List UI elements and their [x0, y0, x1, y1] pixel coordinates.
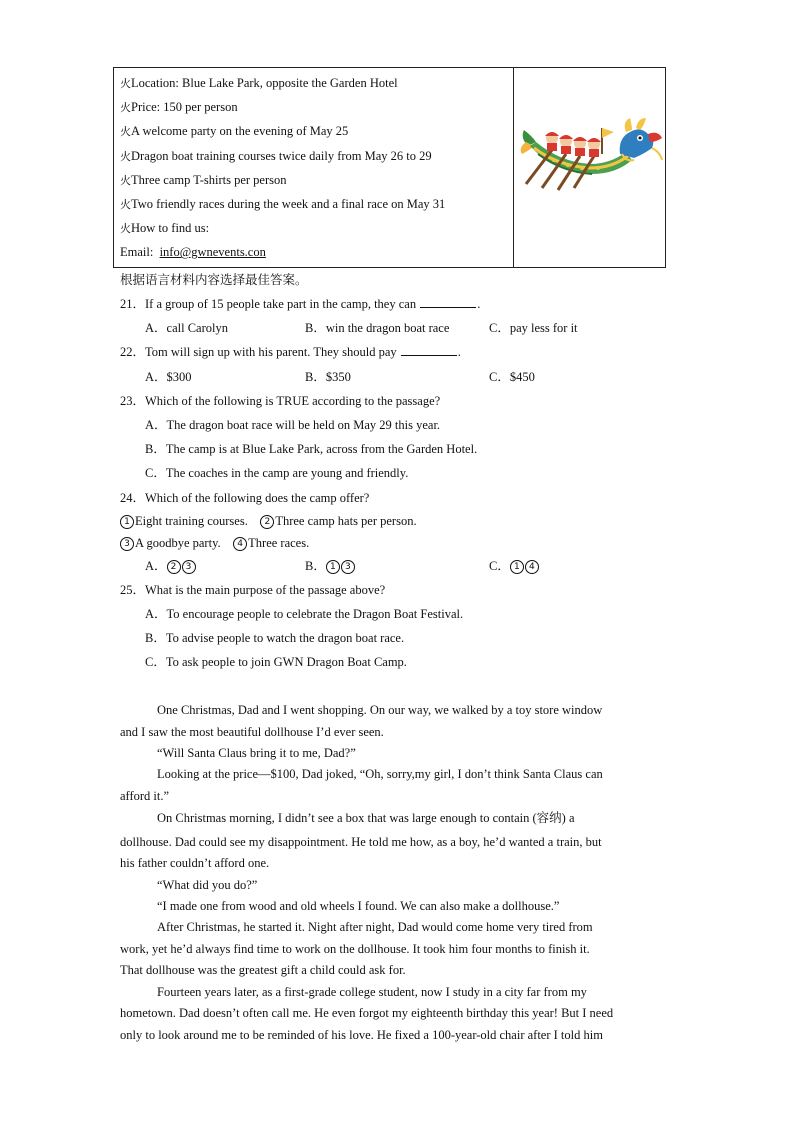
fire-bullet-icon: 火: [120, 149, 131, 163]
story-line: After Christmas, he started it. Night after night, Dad would come home very tired from: [157, 920, 593, 934]
fire-bullet-icon: 火: [120, 197, 131, 211]
story-line: dollhouse. Dad could see my disappointment. He told me how, as a boy, he’d wanted a train, but: [120, 835, 602, 849]
story-line: On Christmas morning, I didn’t see a box that was large enough to contain (容纳) a: [157, 811, 575, 825]
story-line: afford it.”: [120, 789, 170, 803]
fire-bullet-icon: 火: [120, 101, 131, 115]
email-link[interactable]: info@gwnevents.con: [159, 245, 266, 260]
story-line: “What did you do?”: [157, 878, 258, 892]
q21-option-c[interactable]: C．pay less for it: [489, 321, 578, 335]
q25-option-b[interactable]: B．To advise people to watch the dragon boat race.: [145, 631, 405, 645]
question-23: 23．Which of the following is TRUE according to the passage?: [120, 394, 441, 408]
notice-item-races: 火Two friendly races during the week and a final race on May 31: [120, 196, 446, 211]
q25-option-c[interactable]: C．To ask people to join GWN Dragon Boat Camp.: [145, 655, 407, 669]
story-line: and I saw the most beautiful dollhouse I’d ever seen.: [120, 725, 384, 739]
notice-item-location: 火Location: Blue Lake Park, opposite the Garden Hotel: [120, 76, 398, 90]
question-22: 22．Tom will sign up with his parent. They should pay .: [120, 345, 461, 359]
q24-option-a[interactable]: A． 2 3: [145, 558, 197, 574]
notice-item-contact: 火How to find us:: [120, 221, 210, 236]
question-21: 21．If a group of 15 people take part in the camp, they can .: [120, 297, 481, 311]
answer-blank: [420, 296, 476, 308]
q24-statements-3-4: 3 A goodbye party. 4 Three races.: [120, 535, 309, 551]
story-line: his father couldn’t afford one.: [120, 856, 270, 870]
circled-number: 4: [233, 537, 247, 551]
circled-number: 1: [326, 560, 340, 574]
story-line: only to look around me to be reminded of his love. He fixed a 100-year-old chair after I told him: [120, 1028, 603, 1042]
notice-item-tshirts: 火Three camp T-shirts per person: [120, 172, 287, 187]
notice-item-training: 火Dragon boat training courses twice daily from May 26 to 29: [120, 148, 432, 163]
story-line: One Christmas, Dad and I went shopping. On our way, we walked by a toy store window: [157, 703, 603, 717]
fire-bullet-icon: 火: [120, 77, 131, 90]
notice-item-price: 火Price: 150 per person: [120, 100, 238, 115]
q23-option-b[interactable]: B．The camp is at Blue Lake Park, across from the Garden Hotel.: [145, 442, 478, 456]
q25-option-a[interactable]: A．To encourage people to celebrate the Dragon Boat Festival.: [145, 607, 464, 621]
q24-option-c[interactable]: C． 1 4: [489, 558, 540, 574]
q21-option-a[interactable]: A．call Carolyn: [145, 321, 228, 335]
q24-option-b[interactable]: B． 1 3: [305, 558, 356, 574]
story-line: That dollhouse was the greatest gift a child could ask for.: [120, 963, 406, 977]
story-line: “Will Santa Claus bring it to me, Dad?”: [157, 746, 356, 760]
story-line: work, yet he’d always find time to work on the dollhouse. It took him four months to finish it.: [120, 942, 590, 956]
answer-blank: [401, 344, 457, 356]
circled-number: 1: [120, 515, 134, 529]
notice-email: Email: info@gwnevents.con: [120, 245, 266, 260]
q21-option-b[interactable]: B．win the dragon boat race: [305, 321, 450, 335]
question-25: 25．What is the main purpose of the passage above?: [120, 583, 386, 597]
circled-number: 3: [182, 560, 196, 574]
dragon-boat-icon: [514, 68, 665, 267]
notice-item-welcome-party: 火A welcome party on the evening of May 25: [120, 124, 349, 139]
fire-bullet-icon: 火: [120, 125, 131, 139]
camp-notice-box: [113, 67, 666, 268]
circled-number: 2: [167, 560, 181, 574]
circled-number: 2: [260, 515, 274, 529]
q22-option-b[interactable]: B．$350: [305, 370, 351, 384]
q22-option-c[interactable]: C．$450: [489, 370, 535, 384]
story-line: “I made one from wood and old wheels I found. We can also make a dollhouse.”: [157, 899, 560, 913]
q23-option-c[interactable]: C．The coaches in the camp are young and friendly.: [145, 466, 409, 480]
story-line: Fourteen years later, as a first-grade college student, now I study in a city far from my: [157, 985, 587, 999]
story-line: Looking at the price—$100, Dad joked, “Oh, sorry,my girl, I don’t think Santa Claus can: [157, 767, 603, 781]
circled-number: 3: [341, 560, 355, 574]
fire-bullet-icon: 火: [120, 173, 131, 187]
q22-option-a[interactable]: A．$300: [145, 370, 192, 384]
fire-bullet-icon: 火: [120, 222, 131, 236]
dragon-boat-image: [514, 68, 665, 267]
q23-option-a[interactable]: A．The dragon boat race will be held on May 29 this year.: [145, 418, 441, 432]
q24-statements-1-2: 1 Eight training courses. 2 Three camp hats per person.: [120, 513, 417, 529]
story-line: hometown. Dad doesn’t often call me. He even forgot my eighteenth birthday this year! But I need: [120, 1006, 614, 1020]
circled-number: 1: [510, 560, 524, 574]
instruction-text: 根据语言材料内容选择最佳答案。: [120, 273, 308, 287]
camp-details: [114, 68, 514, 267]
question-24: 24．Which of the following does the camp offer?: [120, 491, 370, 505]
circled-number: 4: [525, 560, 539, 574]
circled-number: 3: [120, 537, 134, 551]
